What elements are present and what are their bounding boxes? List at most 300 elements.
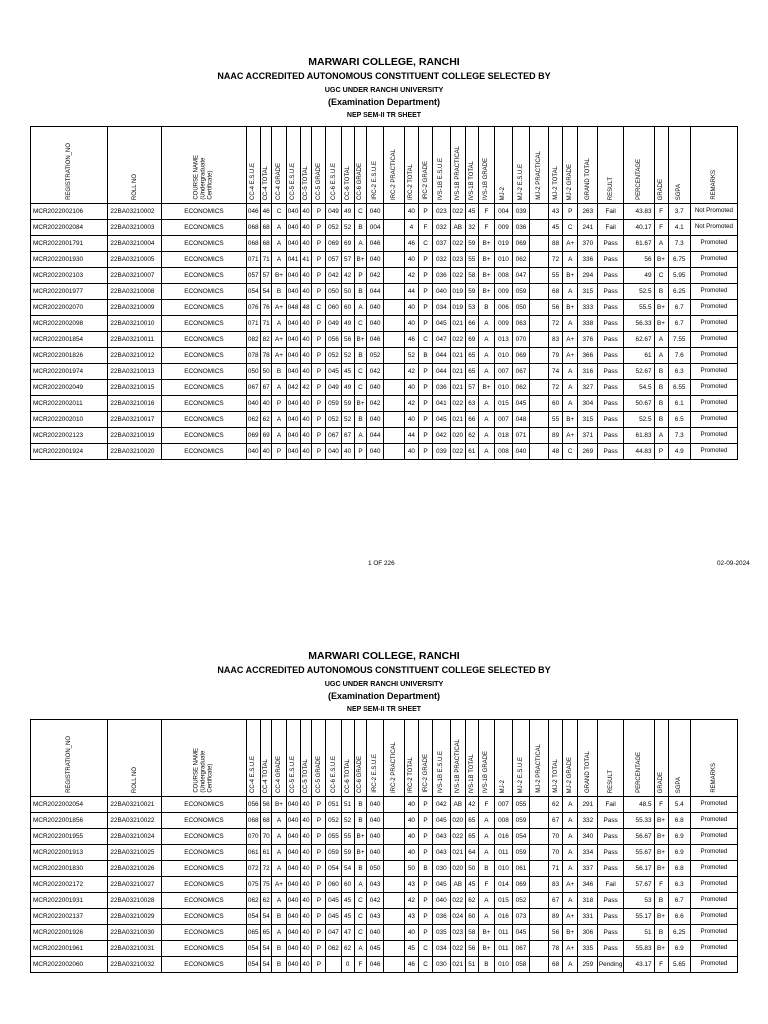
col-header-label: COURSE NAME (Undergraduate Certificate)	[193, 155, 214, 200]
cell-result: Pending	[598, 957, 624, 973]
cell-grade: F	[654, 957, 668, 973]
cell-mj2-grade: C	[563, 220, 578, 236]
cell-remarks: Promoted	[690, 284, 737, 300]
cell-cc4-esue: 068	[246, 236, 260, 252]
cell-ivs1b-esue: 044	[433, 348, 451, 364]
cell-irc2-total: 40	[404, 300, 418, 316]
cell-ivs1b-grade: A	[478, 364, 494, 380]
cell-mj2-total: 55	[549, 268, 563, 284]
cell-mj2: 008	[495, 444, 513, 460]
cell-mj2-esue: 047	[512, 268, 530, 284]
cell-remarks: Promoted	[690, 941, 737, 957]
cell-ivs1b-grade: A	[478, 845, 494, 861]
col-header-cc5-total	[300, 720, 312, 797]
cell-cc4-esue: 056	[246, 797, 260, 813]
cell-cc6-total: 42	[341, 268, 354, 284]
cell-mj2-practical	[530, 236, 549, 252]
cell-sgpa: 6.9	[668, 829, 690, 845]
cell-irc2-total: 43	[404, 877, 418, 893]
cell-mj2-esue: 052	[512, 893, 530, 909]
col-header-cc4-grade	[272, 720, 286, 797]
col-header-label: GRADE	[658, 771, 665, 793]
cell-remarks: Promoted	[690, 957, 737, 973]
cell-ivs1b-total: 64	[465, 845, 478, 861]
cell-irc2-esue: 040	[367, 252, 383, 268]
cell-roll-no: 22BA03210026	[108, 861, 162, 877]
cell-ivs1b-practical: 021	[450, 364, 465, 380]
col-header-ivs1b-esue	[433, 127, 451, 204]
cell-sgpa: 6.7	[668, 300, 690, 316]
cell-cc6-esue: 060	[326, 877, 341, 893]
cell-mj2-grade: A	[563, 797, 578, 813]
cell-mj2-total: 56	[549, 925, 563, 941]
cell-cc5-grade: P	[312, 845, 326, 861]
cell-grand-total: 263	[578, 204, 598, 220]
cell-course-name: ECONOMICS	[162, 941, 246, 957]
cell-irc2-grade: P	[418, 877, 432, 893]
cell-grand-total: 294	[578, 268, 598, 284]
table-row	[31, 284, 738, 300]
cell-mj2-practical	[530, 925, 549, 941]
cell-cc6-total: 49	[341, 380, 354, 396]
cell-cc4-grade: B	[272, 364, 286, 380]
cell-remarks: Promoted	[690, 300, 737, 316]
cell-remarks: Promoted	[690, 925, 737, 941]
col-header-cc4-esue	[246, 127, 260, 204]
col-header-label: IVS-1B GRADE	[483, 750, 490, 793]
col-header-irc2-total	[404, 720, 418, 797]
cell-cc5-esue: 040	[286, 877, 300, 893]
cell-ivs1b-practical: 022	[450, 829, 465, 845]
cell-irc2-esue: 044	[367, 284, 383, 300]
cell-mj2-esue: 045	[512, 396, 530, 412]
cell-cc5-grade: P	[312, 396, 326, 412]
cell-cc4-esue: 076	[246, 300, 260, 316]
cell-cc4-esue: 067	[246, 380, 260, 396]
cell-remarks: Promoted	[690, 412, 737, 428]
cell-roll-no: 22BA03210029	[108, 909, 162, 925]
cell-sgpa: 6.9	[668, 845, 690, 861]
cell-registration-no: MCR2022001854	[31, 332, 108, 348]
cell-cc6-grade: A	[354, 877, 367, 893]
cell-cc4-esue: 062	[246, 893, 260, 909]
cell-course-name: ECONOMICS	[162, 300, 246, 316]
cell-cc4-grade: C	[272, 204, 286, 220]
cell-cc4-grade: A	[272, 236, 286, 252]
cell-cc5-grade: P	[312, 797, 326, 813]
cell-mj2-practical	[530, 380, 549, 396]
cell-cc6-total: 69	[341, 236, 354, 252]
cell-cc6-grade: B	[354, 797, 367, 813]
table-row	[31, 797, 738, 813]
cell-cc5-grade: P	[312, 364, 326, 380]
cell-irc2-practical	[383, 957, 404, 973]
cell-ivs1b-grade: B+	[478, 268, 494, 284]
cell-remarks: Not Promoted	[690, 220, 737, 236]
cell-cc5-esue: 042	[286, 380, 300, 396]
cell-cc6-esue: 052	[326, 813, 341, 829]
cell-ivs1b-total: 65	[465, 364, 478, 380]
cell-ivs1b-grade: B+	[478, 941, 494, 957]
col-header-label: IVS-1B PRACTICAL	[454, 738, 461, 793]
cell-cc6-esue: 040	[326, 444, 341, 460]
cell-mj2-grade: A+	[563, 332, 578, 348]
cell-mj2-esue: 036	[512, 220, 530, 236]
cell-irc2-esue: 040	[367, 300, 383, 316]
cell-mj2-practical	[530, 204, 549, 220]
cell-cc5-total: 40	[300, 268, 312, 284]
cell-cc4-esue: 046	[246, 204, 260, 220]
cell-remarks: Promoted	[690, 428, 737, 444]
cell-result: Pass	[598, 348, 624, 364]
cell-mj2-total: 79	[549, 348, 563, 364]
col-header-cc6-grade	[354, 720, 367, 797]
cell-cc4-grade: A	[272, 925, 286, 941]
cell-registration-no: MCR2022002049	[31, 380, 108, 396]
cell-cc6-esue: 051	[326, 797, 341, 813]
col-header-label: MJ-2 PRACTICAL	[536, 744, 543, 793]
accreditation-line: NAAC ACCREDITED AUTONOMOUS CONSTITUENT COLLEGE SELECTED BY	[217, 71, 551, 81]
department-line: (Examination Department)	[327, 691, 441, 701]
cell-cc4-esue: 040	[246, 396, 260, 412]
col-header-label: CC-6 E.S.U.E	[330, 755, 337, 793]
cell-mj2-grade: B+	[563, 268, 578, 284]
cell-percentage: 61	[624, 348, 654, 364]
cell-roll-no: 22BA03210015	[108, 380, 162, 396]
cell-registration-no: MCR2022002172	[31, 877, 108, 893]
cell-result: Pass	[598, 909, 624, 925]
cell-percentage: 57.67	[624, 877, 654, 893]
cell-irc2-total: 40	[404, 845, 418, 861]
cell-irc2-practical	[383, 300, 404, 316]
cell-sgpa: 7.3	[668, 236, 690, 252]
cell-irc2-esue: 042	[367, 268, 383, 284]
cell-ivs1b-grade: B+	[478, 925, 494, 941]
cell-grade: A	[654, 428, 668, 444]
cell-cc4-esue: 062	[246, 412, 260, 428]
cell-roll-no: 22BA03210009	[108, 300, 162, 316]
cell-roll-no: 22BA03210007	[108, 268, 162, 284]
cell-cc4-grade: B	[272, 957, 286, 973]
cell-ivs1b-total: 65	[465, 829, 478, 845]
cell-ivs1b-total: 59	[465, 236, 478, 252]
university-line: UGC UNDER RANCHI UNIVERSITY	[324, 679, 444, 688]
cell-cc5-esue: 040	[286, 845, 300, 861]
cell-cc5-grade: P	[312, 268, 326, 284]
col-header-label: MJ-2 E.S.U.E	[518, 756, 524, 793]
cell-ivs1b-esue: 040	[433, 284, 451, 300]
cell-irc2-grade: P	[418, 829, 432, 845]
cell-ivs1b-esue: 045	[433, 316, 451, 332]
cell-irc2-total: 44	[404, 428, 418, 444]
cell-irc2-total: 40	[404, 252, 418, 268]
cell-registration-no: MCR2022001791	[31, 236, 108, 252]
col-header-label: CC-6 GRADE	[357, 162, 364, 200]
col-header-label: CC-6 E.S.U.E	[330, 162, 337, 200]
cell-sgpa: 3.7	[668, 204, 690, 220]
cell-sgpa: 7.6	[668, 348, 690, 364]
cell-mj2-esue: 059	[512, 813, 530, 829]
cell-remarks: Promoted	[690, 877, 737, 893]
cell-grand-total: 338	[578, 316, 598, 332]
cell-cc5-esue: 048	[286, 300, 300, 316]
col-header-label: IRC-2 PRACTICAL	[390, 741, 397, 793]
cell-cc5-total: 40	[300, 412, 312, 428]
col-header-remarks	[690, 720, 737, 797]
cell-course-name: ECONOMICS	[162, 204, 246, 220]
col-header-registration-no	[31, 127, 108, 204]
col-header-cc4-total	[260, 127, 272, 204]
cell-cc4-esue: 040	[246, 444, 260, 460]
cell-irc2-total: 40	[404, 412, 418, 428]
cell-ivs1b-grade: B+	[478, 236, 494, 252]
table-row	[31, 236, 738, 252]
cell-cc4-grade: A+	[272, 332, 286, 348]
cell-percentage: 48.5	[624, 797, 654, 813]
cell-result: Pass	[598, 829, 624, 845]
cell-grade: F	[654, 204, 668, 220]
cell-mj2-esue: 045	[512, 925, 530, 941]
cell-course-name: ECONOMICS	[162, 861, 246, 877]
cell-irc2-grade: P	[418, 845, 432, 861]
cell-ivs1b-total: 62	[465, 428, 478, 444]
cell-irc2-grade: P	[418, 428, 432, 444]
cell-ivs1b-esue: 032	[433, 252, 451, 268]
table-row	[31, 380, 738, 396]
cell-irc2-grade: P	[418, 316, 432, 332]
cell-result: Pass	[598, 252, 624, 268]
cell-cc5-total: 40	[300, 220, 312, 236]
cell-ivs1b-esue: 047	[433, 332, 451, 348]
cell-irc2-total: 40	[404, 380, 418, 396]
cell-cc6-total: 52	[341, 348, 354, 364]
cell-irc2-total: 42	[404, 396, 418, 412]
table-row	[31, 941, 738, 957]
cell-irc2-total: 45	[404, 941, 418, 957]
cell-mj2-total: 89	[549, 428, 563, 444]
cell-mj2: 016	[495, 829, 513, 845]
cell-cc5-esue: 040	[286, 797, 300, 813]
cell-grand-total: 291	[578, 797, 598, 813]
col-header-label: IRC-2 TOTAL	[408, 756, 415, 793]
table-row	[31, 877, 738, 893]
cell-cc4-esue: 075	[246, 877, 260, 893]
cell-roll-no: 22BA03210031	[108, 941, 162, 957]
cell-cc5-grade: P	[312, 428, 326, 444]
cell-mj2-esue: 070	[512, 332, 530, 348]
cell-ivs1b-total: 60	[465, 909, 478, 925]
cell-course-name: ECONOMICS	[162, 380, 246, 396]
cell-irc2-grade: P	[418, 284, 432, 300]
cell-cc5-esue: 040	[286, 204, 300, 220]
cell-cc4-grade: B+	[272, 268, 286, 284]
cell-ivs1b-practical: 021	[450, 845, 465, 861]
cell-result: Pass	[598, 316, 624, 332]
cell-ivs1b-esue: 036	[433, 909, 451, 925]
cell-cc5-grade: P	[312, 284, 326, 300]
cell-grand-total: 340	[578, 829, 598, 845]
cell-registration-no: MCR2022001955	[31, 829, 108, 845]
cell-ivs1b-total: 57	[465, 380, 478, 396]
print-date: 02-09-2024	[717, 560, 750, 567]
cell-ivs1b-total: 55	[465, 252, 478, 268]
cell-mj2-total: 88	[549, 236, 563, 252]
cell-grand-total: 346	[578, 877, 598, 893]
cell-grade: B	[654, 364, 668, 380]
cell-course-name: ECONOMICS	[162, 284, 246, 300]
cell-mj2-grade: A+	[563, 909, 578, 925]
cell-cc5-esue: 040	[286, 268, 300, 284]
cell-mj2-esue: 039	[512, 204, 530, 220]
cell-irc2-grade: P	[418, 268, 432, 284]
cell-result: Pass	[598, 845, 624, 861]
table-row	[31, 220, 738, 236]
cell-cc4-total: 76	[260, 300, 272, 316]
cell-mj2-practical	[530, 909, 549, 925]
cell-irc2-total: 43	[404, 909, 418, 925]
col-header-label: IRC-2 GRADE	[422, 754, 429, 793]
cell-ivs1b-practical: 022	[450, 236, 465, 252]
cell-roll-no: 22BA03210013	[108, 364, 162, 380]
cell-irc2-practical	[383, 268, 404, 284]
cell-ivs1b-practical: AB	[450, 797, 465, 813]
cell-mj2: 010	[495, 252, 513, 268]
cell-sgpa: 6.7	[668, 893, 690, 909]
cell-cc4-total: 61	[260, 845, 272, 861]
table-row	[31, 893, 738, 909]
col-header-result	[598, 127, 624, 204]
cell-cc6-grade: P	[354, 444, 367, 460]
cell-cc6-grade: B	[354, 813, 367, 829]
cell-ivs1b-practical: 024	[450, 909, 465, 925]
table-row	[31, 845, 738, 861]
cell-percentage: 56	[624, 252, 654, 268]
cell-grand-total: 315	[578, 412, 598, 428]
cell-mj2: 010	[495, 957, 513, 973]
cell-ivs1b-total: 45	[465, 877, 478, 893]
cell-result: Pass	[598, 412, 624, 428]
cell-cc4-total: 68	[260, 813, 272, 829]
cell-grand-total: 376	[578, 332, 598, 348]
cell-irc2-total: 40	[404, 444, 418, 460]
col-header-ivs1b-grade	[478, 127, 494, 204]
cell-irc2-esue: 044	[367, 428, 383, 444]
col-header-ivs1b-esue	[433, 720, 451, 797]
cell-irc2-grade: C	[418, 941, 432, 957]
cell-ivs1b-total: 45	[465, 204, 478, 220]
cell-percentage: 61.83	[624, 428, 654, 444]
table-row	[31, 909, 738, 925]
cell-mj2: 015	[495, 396, 513, 412]
cell-ivs1b-esue: 041	[433, 396, 451, 412]
cell-mj2: 015	[495, 893, 513, 909]
cell-percentage: 55.83	[624, 941, 654, 957]
cell-cc6-total: 52	[341, 412, 354, 428]
cell-mj2-practical	[530, 348, 549, 364]
col-header-sgpa	[668, 127, 690, 204]
col-header-label: MJ-2 PRACTICAL	[536, 151, 543, 200]
cell-percentage: 56.67	[624, 829, 654, 845]
cell-cc6-total: 52	[341, 813, 354, 829]
cell-course-name: ECONOMICS	[162, 348, 246, 364]
cell-grand-total: 371	[578, 428, 598, 444]
cell-ivs1b-esue: 035	[433, 925, 451, 941]
col-header-cc6-esue	[326, 720, 341, 797]
cell-remarks: Promoted	[690, 813, 737, 829]
cell-cc5-esue: 040	[286, 925, 300, 941]
college-name: MARWARI COLLEGE, RANCHI	[308, 650, 460, 662]
cell-cc6-esue: 052	[326, 220, 341, 236]
cell-mj2: 010	[495, 348, 513, 364]
cell-cc5-total: 40	[300, 797, 312, 813]
cell-course-name: ECONOMICS	[162, 957, 246, 973]
cell-ivs1b-grade: A	[478, 893, 494, 909]
cell-cc4-grade: A	[272, 220, 286, 236]
cell-cc6-esue: 049	[326, 204, 341, 220]
cell-ivs1b-esue: 036	[433, 380, 451, 396]
cell-cc6-total: 40	[341, 444, 354, 460]
cell-mj2-grade: A+	[563, 941, 578, 957]
cell-mj2-total: 43	[549, 204, 563, 220]
cell-cc4-total: 78	[260, 348, 272, 364]
cell-cc4-total: 65	[260, 925, 272, 941]
cell-cc6-total: 49	[341, 204, 354, 220]
col-header-label: MJ-2 GRADE	[567, 756, 574, 793]
cell-mj2-esue: 048	[512, 412, 530, 428]
cell-cc4-total: 62	[260, 893, 272, 909]
cell-course-name: ECONOMICS	[162, 813, 246, 829]
cell-ivs1b-grade: A	[478, 444, 494, 460]
cell-registration-no: MCR2022002054	[31, 797, 108, 813]
cell-cc4-esue: 082	[246, 332, 260, 348]
cell-course-name: ECONOMICS	[162, 829, 246, 845]
col-header-sgpa	[668, 720, 690, 797]
col-header-cc5-esue	[286, 720, 300, 797]
cell-mj2: 011	[495, 845, 513, 861]
cell-cc4-esue: 078	[246, 348, 260, 364]
cell-cc5-total: 40	[300, 877, 312, 893]
cell-ivs1b-esue: 043	[433, 829, 451, 845]
cell-cc5-esue: 040	[286, 941, 300, 957]
results-table	[30, 126, 738, 460]
cell-ivs1b-grade: A	[478, 813, 494, 829]
cell-irc2-total: 40	[404, 797, 418, 813]
cell-result: Pass	[598, 284, 624, 300]
cell-percentage: 40.17	[624, 220, 654, 236]
cell-mj2: 007	[495, 412, 513, 428]
cell-ivs1b-total: 69	[465, 332, 478, 348]
cell-mj2-esue: 062	[512, 252, 530, 268]
col-header-label: CC-6 TOTAL	[344, 758, 351, 793]
col-header-grade	[654, 720, 668, 797]
cell-registration-no: MCR2022001856	[31, 813, 108, 829]
cell-result: Pass	[598, 332, 624, 348]
cell-cc6-grade: B+	[354, 396, 367, 412]
cell-ivs1b-practical: 021	[450, 412, 465, 428]
cell-cc4-total: 70	[260, 829, 272, 845]
cell-ivs1b-grade: A	[478, 316, 494, 332]
cell-irc2-practical	[383, 316, 404, 332]
cell-percentage: 52.67	[624, 364, 654, 380]
cell-cc6-grade: C	[354, 204, 367, 220]
cell-cc6-total: 55	[341, 829, 354, 845]
cell-cc6-grade: B	[354, 220, 367, 236]
cell-mj2-grade: A	[563, 893, 578, 909]
cell-course-name: ECONOMICS	[162, 925, 246, 941]
col-header-label: RESULT	[607, 769, 614, 793]
col-header-label: IVS-1B TOTAL	[468, 160, 475, 200]
cell-cc5-esue: 040	[286, 893, 300, 909]
